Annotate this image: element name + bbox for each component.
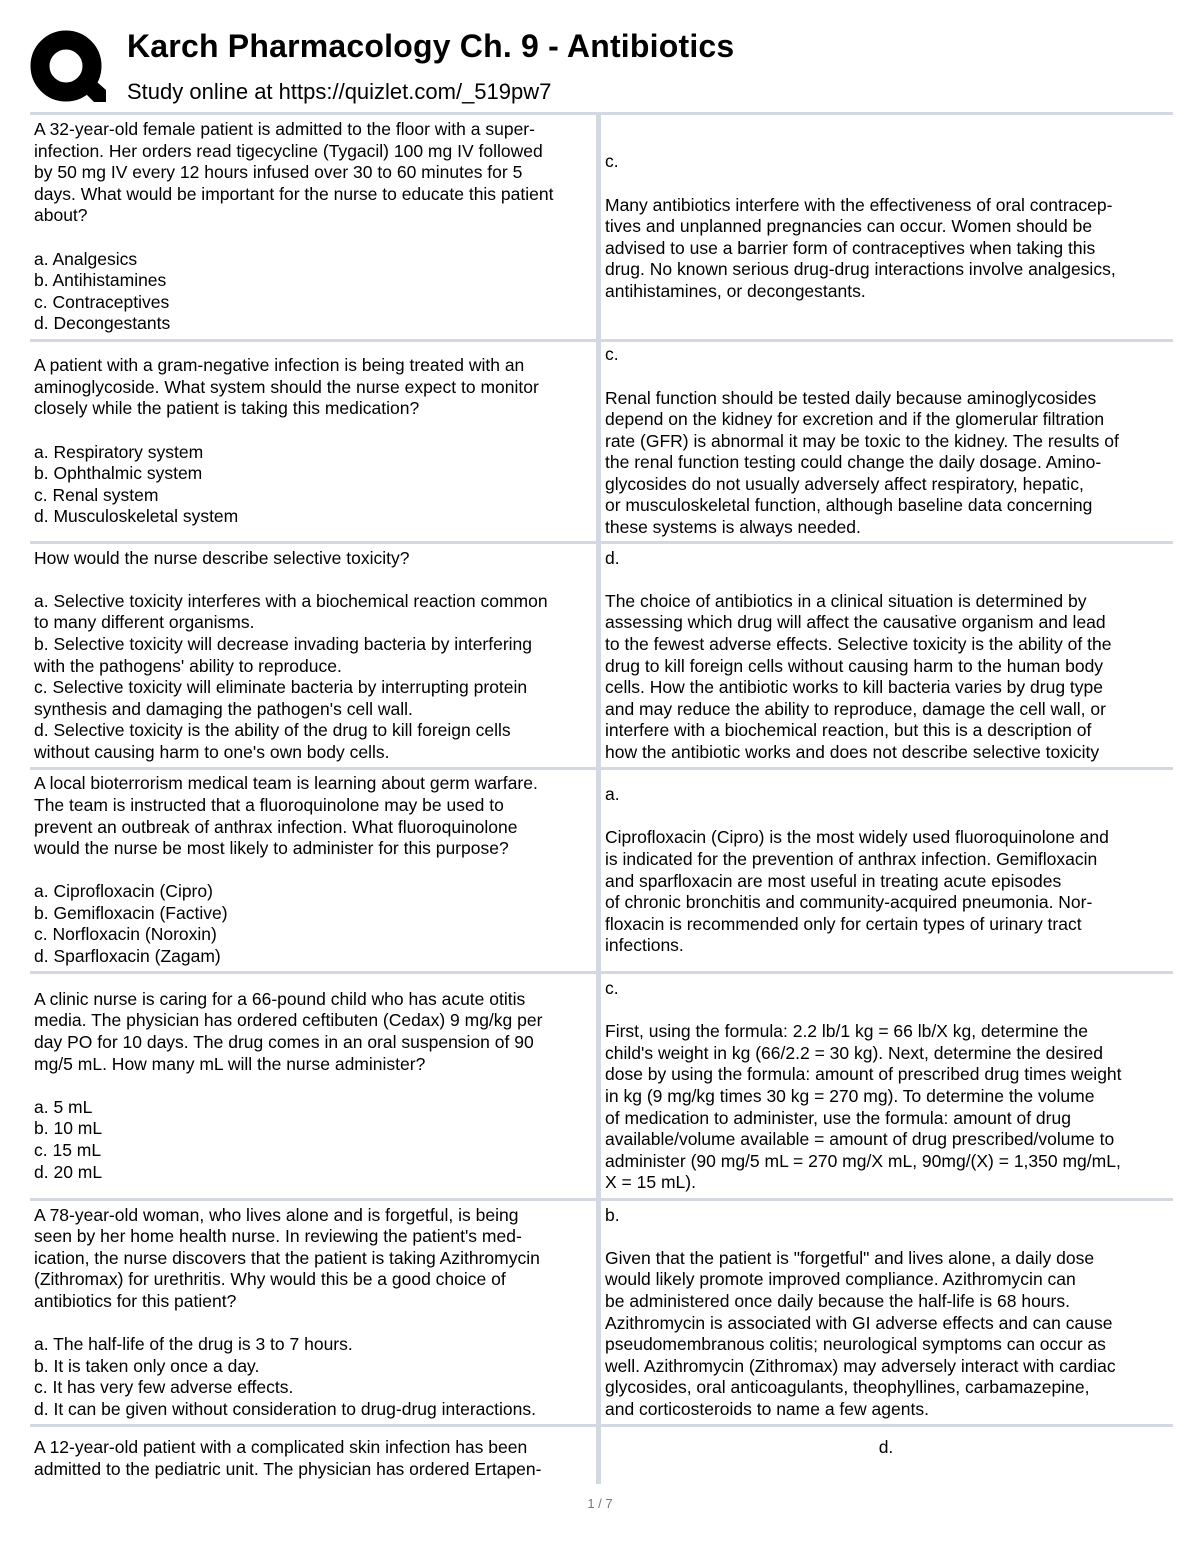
- answer-cell: c. First, using the formula: 2.2 lb/1 kg = 66 lb/X kg, determine the child's weight in kg (66/2.2 = 30 kg). Next, determine the desired dose by using the formula: amount of prescribed drug times weight in kg (9 mg/kg times 30 kg = 270 mg). To determine the volume of medication to administer, use the formula: amount of drug available/volume available = amount of drug prescribed/volume to administer (90 mg/5 mL = 270 mg/X mL, 90mg/(X) = 1,350 mg/mL, X = 15 mL).: [605, 978, 1122, 1193]
- card-row-3: [30, 541, 1173, 767]
- card-row-6: [30, 1198, 1173, 1424]
- answer-cell: c. Many antibiotics interfere with the effectiveness of oral contracep- tives and unplanned pregnancies can occur. Women should be advised to use a barrier form of contraceptives when taking this drug. No known serious drug-drug interactions involve analgesics, antihistamines, or decongestants.: [605, 151, 1116, 301]
- question-cell: How would the nurse describe selective toxicity? a. Selective toxicity interferes with a biochemical reaction common to many different organisms. b. Selective toxicity will decrease invading bacteria by interfering with the pathogens' ability to reproduce. c. Selective toxicity will eliminate bacteria by interrupting protein synthesis and damaging the pathogen's cell wall. d. Selective toxicity is the ability of the drug to kill foreign cells without causing harm to one's own body cells.: [34, 547, 548, 762]
- answer-cell: d.: [878, 1437, 894, 1457]
- card-row-4: [30, 767, 1173, 971]
- answer-cell: c. Renal function should be tested daily because aminoglycosides depend on the kidney for excretion and if the glomerular filtration rate (GFR) is abnormal it may be toxic to the kidney. The results of the renal function testing could change the daily dosage. Amino- glycosides do not usually adversely affect respiratory, hepatic, or musculoskeletal function, although baseline data concerning these systems is always needed.: [605, 344, 1119, 538]
- question-cell: A 32-year-old female patient is admitted to the floor with a super- infection. Her orders read tigecycline (Tygacil) 100 mg IV followed by 50 mg IV every 12 hours infused over 30 to 60 minutes for 5 days. What would be important for the nurse to educate this patient about? a. Analgesics b. Antihistamines c. Contraceptives d. Decongestants: [34, 119, 554, 334]
- card-row-7: [30, 1424, 1173, 1484]
- question-cell: A clinic nurse is caring for a 66-pound child who has acute otitis media. The physician has ordered ceftibuten (Cedax) 9 mg/kg per day PO for 10 days. The drug comes in an oral suspension of 90 mg/5 mL. How many mL will the nurse administer? a. 5 mL b. 10 mL c. 15 mL d. 20 mL: [34, 988, 543, 1182]
- answer-cell: d. The choice of antibiotics in a clinical situation is determined by assessing which drug will affect the causative organism and lead to the fewest adverse effects. Selective toxicity is the ability of the drug to kill foreign cells without causing harm to the human body cells. How the antibiotic works to kill bacteria varies by drug type and may reduce the ability to reproduce, damage the cell wall, or interfere with a biochemical reaction, but this is a description of how the antibiotic works and does not describe selective toxicity: [605, 547, 1112, 762]
- question-cell: A 12-year-old patient with a complicated skin infection has been admitted to the pediatric unit. The physician has ordered Ertapen-: [34, 1437, 542, 1479]
- study-link: Study online at https://quizlet.com/_519pw7: [127, 79, 552, 104]
- quizlet-logo-icon: [30, 30, 106, 106]
- answer-cell: a. Ciprofloxacin (Cipro) is the most widely used fluoroquinolone and is indicated for the prevention of anthrax infection. Gemifloxacin and sparfloxacin are most useful in treating acute episodes of chronic bronchitis and community-acquired pneumonia. Nor- floxacin is recommended only for certain types of urinary tract infections.: [605, 784, 1109, 956]
- question-cell: A local bioterrorism medical team is learning about germ warfare. The team is instructed that a fluoroquinolone may be used to prevent an outbreak of anthrax infection. What fluoroquinolone would the nurse be most likely to administer for this purpose? a. Ciprofloxacin (Cipro) b. Gemifloxacin (Factive) c. Norfloxacin (Noroxin) d. Sparfloxacin (Zagam): [34, 773, 538, 967]
- answer-cell: b. Given that the patient is "forgetful" and lives alone, a daily dose would likely promote improved compliance. Azithromycin can be administered once daily because the half-life is 68 hours. Azithromycin is associated with GI adverse effects and can cause pseudomembranous colitis; neurological symptoms can occur as well. Azithromycin (Zithromax) may adversely interact with cardiac glycosides, oral anticoagulants, theophyllines, carbamazepine, and corticosteroids to name a few agents.: [605, 1204, 1116, 1419]
- card-row-2: [30, 339, 1173, 541]
- question-cell: A 78-year-old woman, who lives alone and is forgetful, is being seen by her home health nurse. In reviewing the patient's med- ication, the nurse discovers that the patient is taking Azithromycin (Zithromax) for urethritis. Why would this be a good choice of antibiotics for this patient? a. The half-life of the drug is 3 to 7 hours. b. It is taken only once a day. c. It has very few adverse effects. d. It can be given without consideration to drug-drug interactions.: [34, 1204, 540, 1419]
- page-title: Karch Pharmacology Ch. 9 - Antibiotics: [127, 28, 735, 64]
- card-row-5: [30, 971, 1173, 1198]
- flashcard-table: [30, 112, 1173, 1484]
- page-number: 1 / 7: [587, 1496, 613, 1511]
- question-cell: A patient with a gram-negative infection is being treated with an aminoglycoside. What system should the nurse expect to monitor closely while the patient is taking this medication? a. Respiratory system b. Ophthalmic system c. Renal system d. Musculoskeletal system: [34, 355, 539, 527]
- card-row-1: [30, 112, 1173, 339]
